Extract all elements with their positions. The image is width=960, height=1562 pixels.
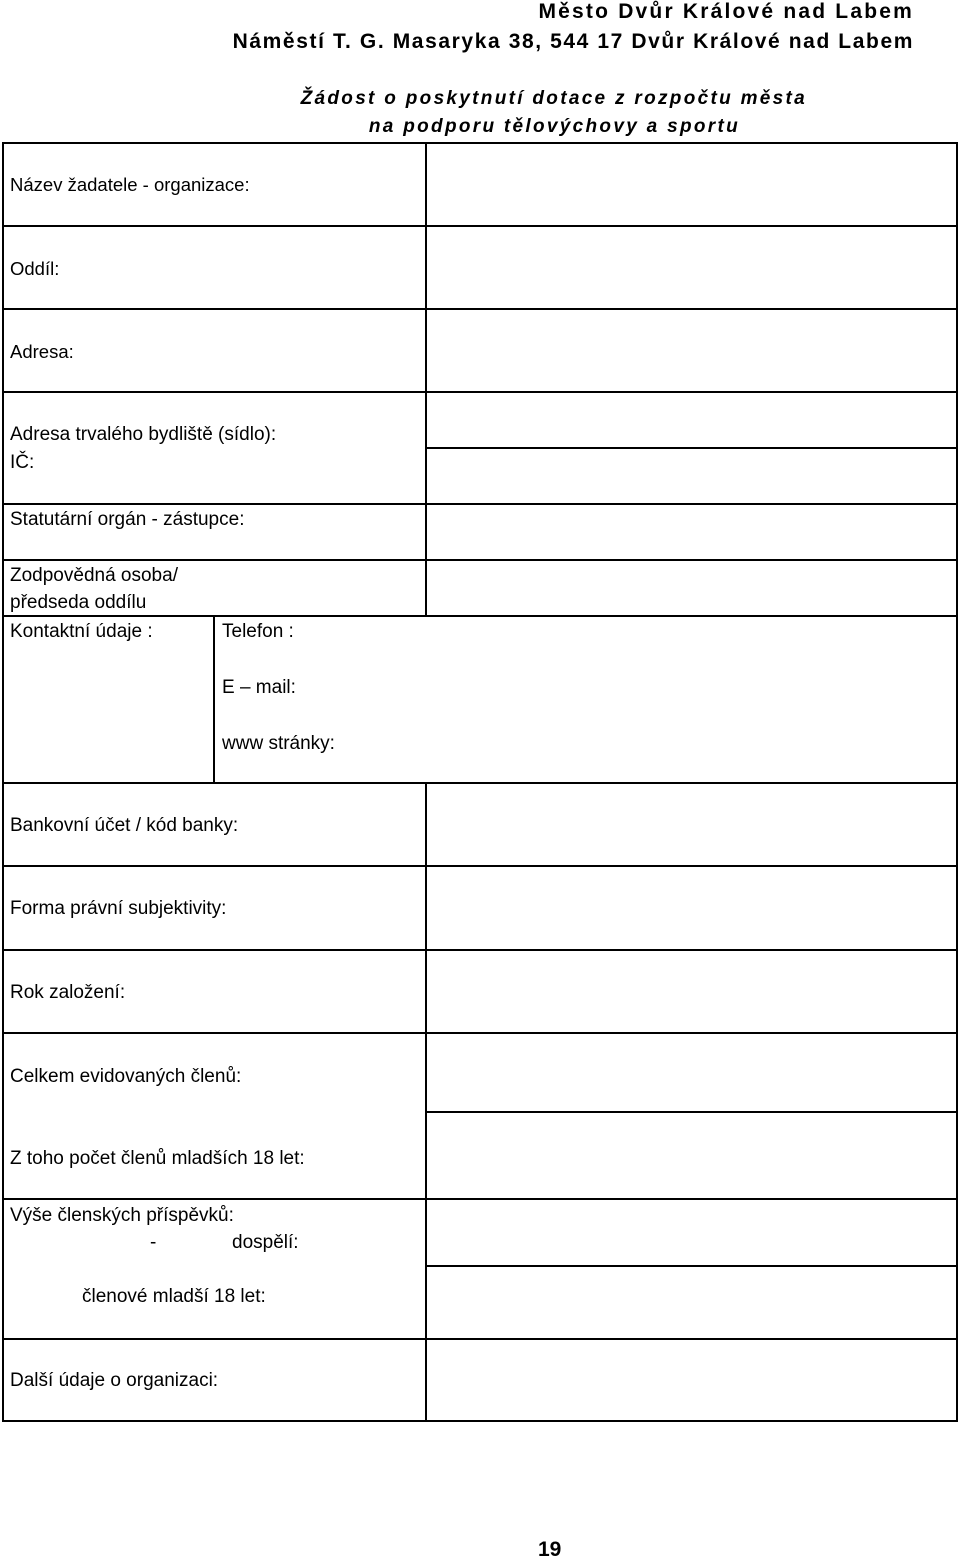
row-divider [2,308,958,310]
label-contact: Kontaktní údaje : [10,621,153,642]
row-divider-right [425,1265,958,1267]
row-divider [2,615,958,617]
label-section: Oddíl: [10,258,60,279]
row-divider [2,1032,958,1034]
label-phone: Telefon : [222,621,294,642]
row-divider [2,782,958,784]
label-other-info: Další údaje o organizaci: [10,1370,219,1391]
label-responsible-2: předseda oddílu [10,592,147,613]
table-column-divider [425,783,427,1422]
row-divider [2,559,958,561]
city-address: Náměstí T. G. Masaryka 38, 544 17 Dvůr Králové nad Labem [232,30,914,53]
label-permanent-address: Adresa trvalého bydliště (sídlo): [10,424,277,445]
label-fees: Výše členských příspěvků: [10,1205,234,1226]
label-fees-adults: dospělí: [232,1232,299,1253]
row-divider [2,142,958,144]
page-number: 19 [538,1538,562,1561]
label-fees-dash: - [150,1232,157,1253]
label-legal-form: Forma právní subjektivity: [10,898,227,919]
label-bank: Bankovní účet / kód banky: [10,815,239,836]
row-divider [2,1420,958,1422]
label-members-total: Celkem evidovaných členů: [10,1066,242,1087]
contact-divider [213,616,215,784]
row-divider [2,225,958,227]
row-divider [2,1338,958,1340]
row-divider [2,865,958,867]
row-divider [2,1198,958,1200]
row-divider-right [425,447,958,449]
row-divider [2,503,958,505]
label-fees-under18: členové mladší 18 let: [82,1286,266,1307]
table-column-divider [425,142,427,617]
label-applicant-name: Název žadatele - organizace: [10,174,250,195]
label-address: Adresa: [10,341,74,362]
form-title-line1: Žádost o poskytnutí dotace z rozpočtu města [300,88,807,109]
label-responsible-1: Zodpovědná osoba/ [10,565,178,586]
label-email: E – mail: [222,677,296,698]
form-title-line2: na podporu tělovýchovy a sportu [368,116,740,137]
row-divider [2,949,958,951]
label-web: www stránky: [222,733,335,754]
city-name: Město Dvůr Králové nad Labem [538,0,914,23]
label-founded: Rok založení: [10,982,126,1003]
label-members-under18: Z toho počet členů mladších 18 let: [10,1148,305,1169]
row-divider [2,391,958,393]
row-divider-right [425,1111,958,1113]
label-statutory: Statutární orgán - zástupce: [10,509,245,530]
label-ico: IČ: [10,452,35,473]
